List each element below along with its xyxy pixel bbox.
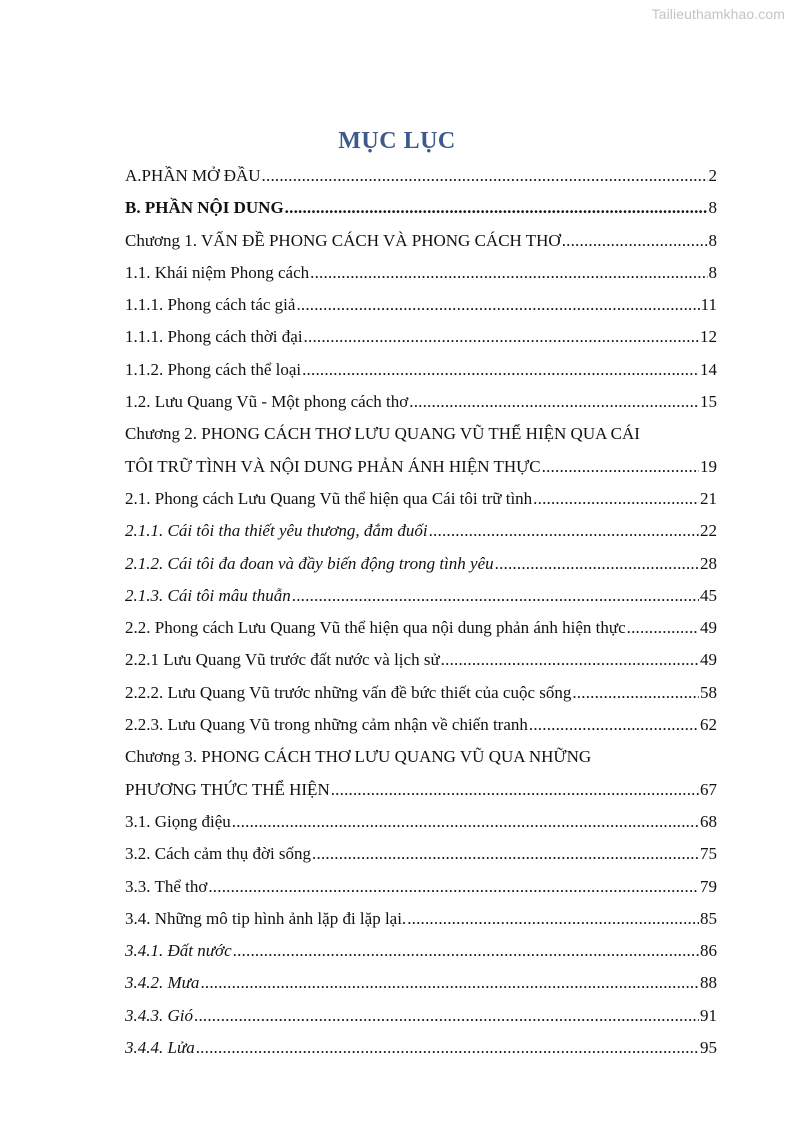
toc-entry-text: 2.2. Phong cách Lưu Quang Vũ thể hiện qua nội dung phản ánh hiện thực bbox=[125, 618, 626, 638]
dot-leader bbox=[562, 225, 708, 257]
toc-entry-chapter-1[interactable] bbox=[125, 225, 717, 257]
toc-entry-text: 1.2. Lưu Quang Vũ - Một phong cách thơ bbox=[125, 392, 409, 412]
toc-entry-text: 3.4.1. Đất nước bbox=[125, 941, 232, 961]
toc-entry-1-1[interactable] bbox=[125, 257, 717, 289]
toc-page-number: 49 bbox=[700, 650, 717, 670]
dot-leader bbox=[233, 935, 699, 967]
dot-leader bbox=[533, 483, 699, 515]
dot-leader bbox=[529, 709, 699, 741]
toc-page-number: 62 bbox=[700, 715, 717, 735]
toc-entry-text: PHƯƠNG THỨC THỂ HIỆN bbox=[125, 779, 330, 799]
toc-page-number: 68 bbox=[700, 811, 717, 831]
toc-page-number: 86 bbox=[700, 941, 717, 961]
dot-leader bbox=[441, 644, 699, 676]
toc-page-number: 11 bbox=[700, 295, 717, 315]
dot-leader bbox=[194, 1000, 699, 1032]
toc-entry-3-4[interactable] bbox=[125, 903, 717, 935]
toc-entry-2-1-2[interactable] bbox=[125, 548, 717, 580]
toc-entry-text: 3.4.3. Gió bbox=[125, 1005, 193, 1025]
dot-leader bbox=[542, 451, 699, 483]
toc-entry-1-1-1-b[interactable] bbox=[125, 321, 717, 353]
dot-leader bbox=[572, 677, 699, 709]
dot-leader bbox=[409, 386, 699, 418]
dot-leader bbox=[296, 289, 699, 321]
toc-entry-2-2-3[interactable] bbox=[125, 709, 717, 741]
toc-entry-chapter-2-line-1[interactable] bbox=[125, 418, 717, 450]
toc-page-number: 45 bbox=[700, 585, 717, 605]
toc-entry-text: Chương 1. VẤN ĐỀ PHONG CÁCH VÀ PHONG CÁCH THƠ bbox=[125, 230, 561, 250]
toc-entry-text: TÔI TRỮ TÌNH VÀ NỘI DUNG PHẢN ÁNH HIỆN THỰC bbox=[125, 456, 541, 476]
toc-page-number: 8 bbox=[708, 262, 717, 282]
dot-leader bbox=[304, 321, 699, 353]
dot-leader bbox=[429, 515, 699, 547]
dot-leader bbox=[292, 580, 699, 612]
table-of-contents bbox=[125, 160, 717, 1064]
toc-page-number: 85 bbox=[700, 908, 717, 928]
toc-entry-2-1[interactable] bbox=[125, 483, 717, 515]
toc-entry-text: 2.1. Phong cách Lưu Quang Vũ thể hiện qua Cái tôi trữ tình bbox=[125, 488, 533, 508]
toc-page-number: 22 bbox=[700, 521, 717, 541]
toc-page-number: 2 bbox=[708, 166, 717, 185]
toc-page-number: 88 bbox=[700, 973, 717, 993]
dot-leader bbox=[208, 871, 699, 903]
toc-entry-text: Chương 3. PHONG CÁCH THƠ LƯU QUANG VŨ QUA NHỮNG bbox=[125, 747, 592, 767]
dot-leader bbox=[232, 806, 699, 838]
toc-entry-text: 2.2.3. Lưu Quang Vũ trong những cảm nhận về chiến tranh bbox=[125, 715, 528, 735]
toc-entry-text: 2.1.1. Cái tôi tha thiết yêu thương, đắm đuối bbox=[125, 521, 428, 541]
dot-leader bbox=[495, 548, 699, 580]
toc-entry-3-4-4[interactable] bbox=[125, 1032, 717, 1064]
toc-entry-text: 1.1.2. Phong cách thể loại bbox=[125, 359, 302, 379]
toc-entry-text: 1.1. Khái niệm Phong cách bbox=[125, 262, 310, 282]
toc-entry-chapter-3-line-1[interactable] bbox=[125, 741, 717, 773]
toc-entry-2-1-1[interactable] bbox=[125, 515, 717, 547]
toc-entry-3-1[interactable] bbox=[125, 806, 717, 838]
toc-entry-2-2-2[interactable] bbox=[125, 677, 717, 709]
toc-entry-text: 2.1.3. Cái tôi mâu thuẫn bbox=[125, 585, 291, 605]
toc-page-number: 15 bbox=[700, 392, 717, 412]
dot-leader bbox=[285, 192, 708, 224]
watermark: Tailieuthamkhao.com bbox=[651, 6, 785, 22]
toc-entry-text: 2.1.2. Cái tôi đa đoan và đầy biến động trong tình yêu bbox=[125, 553, 494, 573]
dot-leader bbox=[302, 354, 699, 386]
toc-entry-1-2[interactable] bbox=[125, 386, 717, 418]
toc-page-number: 75 bbox=[700, 844, 717, 864]
dot-leader bbox=[262, 160, 708, 192]
toc-entry-text: 3.1. Giọng điệu bbox=[125, 811, 231, 831]
toc-page-number: 28 bbox=[700, 553, 717, 573]
toc-page-number: 91 bbox=[700, 1005, 717, 1025]
toc-entry-text: 3.4.2. Mưa bbox=[125, 973, 200, 993]
toc-entry-1-1-2[interactable] bbox=[125, 354, 717, 386]
toc-page-number: 49 bbox=[700, 618, 717, 638]
toc-entry-chapter-3-line-2[interactable] bbox=[125, 774, 717, 806]
dot-leader bbox=[312, 838, 699, 870]
dot-leader bbox=[200, 967, 699, 999]
toc-entry-text: 1.1.1. Phong cách tác giả bbox=[125, 295, 296, 315]
toc-entry-chapter-2-line-2[interactable] bbox=[125, 451, 717, 483]
toc-page-number: 8 bbox=[708, 230, 717, 250]
toc-entry-2-2[interactable] bbox=[125, 612, 717, 644]
toc-page-number: 95 bbox=[700, 1038, 717, 1058]
dot-leader bbox=[196, 1032, 699, 1064]
toc-page-number: 67 bbox=[700, 779, 717, 799]
dot-leader bbox=[407, 903, 699, 935]
toc-page-number: 79 bbox=[700, 876, 717, 896]
toc-entry-text: 3.4.4. Lửa bbox=[125, 1038, 195, 1058]
toc-entry-text: 3.2. Cách cảm thụ đời sống bbox=[125, 844, 312, 864]
toc-entry-3-4-2[interactable] bbox=[125, 967, 717, 999]
dot-leader bbox=[331, 774, 699, 806]
page-title: MỤC LỤC bbox=[338, 128, 456, 154]
toc-entry-text: 2.2.1 Lưu Quang Vũ trước đất nước và lịch sử bbox=[125, 650, 440, 670]
toc-entry-3-2[interactable] bbox=[125, 838, 717, 870]
dot-leader bbox=[627, 612, 699, 644]
toc-page-number: 14 bbox=[700, 359, 717, 379]
toc-page-number: 19 bbox=[700, 456, 717, 476]
toc-entry-2-2-1[interactable] bbox=[125, 644, 717, 676]
toc-entry-phan-mo-dau[interactable] bbox=[125, 160, 717, 192]
toc-page-number: 12 bbox=[700, 327, 717, 347]
toc-entry-text: Chương 2. PHONG CÁCH THƠ LƯU QUANG VŨ THỂ HIỆN QUA CÁI bbox=[125, 424, 640, 444]
toc-entry-phan-noi-dung[interactable] bbox=[125, 192, 717, 224]
toc-entry-text: 3.4. Những mô tip hình ảnh lặp đi lặp lại. bbox=[125, 908, 407, 928]
toc-entry-text: A.PHẦN MỞ ĐẦU bbox=[125, 166, 261, 185]
toc-entry-text: 2.2.2. Lưu Quang Vũ trước những vấn đề bức thiết của cuộc sống bbox=[125, 682, 572, 702]
toc-entry-3-4-3[interactable] bbox=[125, 1000, 717, 1032]
toc-page-number: 8 bbox=[708, 198, 717, 218]
dot-leader bbox=[310, 257, 707, 289]
toc-entry-2-1-3[interactable] bbox=[125, 580, 717, 612]
toc-page-number: 58 bbox=[700, 682, 717, 702]
toc-page-number: 21 bbox=[700, 488, 717, 508]
toc-entry-text: 1.1.1. Phong cách thời đại bbox=[125, 327, 303, 347]
toc-entry-3-4-1[interactable] bbox=[125, 935, 717, 967]
toc-entry-1-1-1-a[interactable] bbox=[125, 289, 717, 321]
toc-entry-3-3[interactable] bbox=[125, 871, 717, 903]
toc-entry-text: B. PHẦN NỘI DUNG bbox=[125, 198, 284, 218]
toc-entry-text: 3.3. Thể thơ bbox=[125, 876, 208, 896]
